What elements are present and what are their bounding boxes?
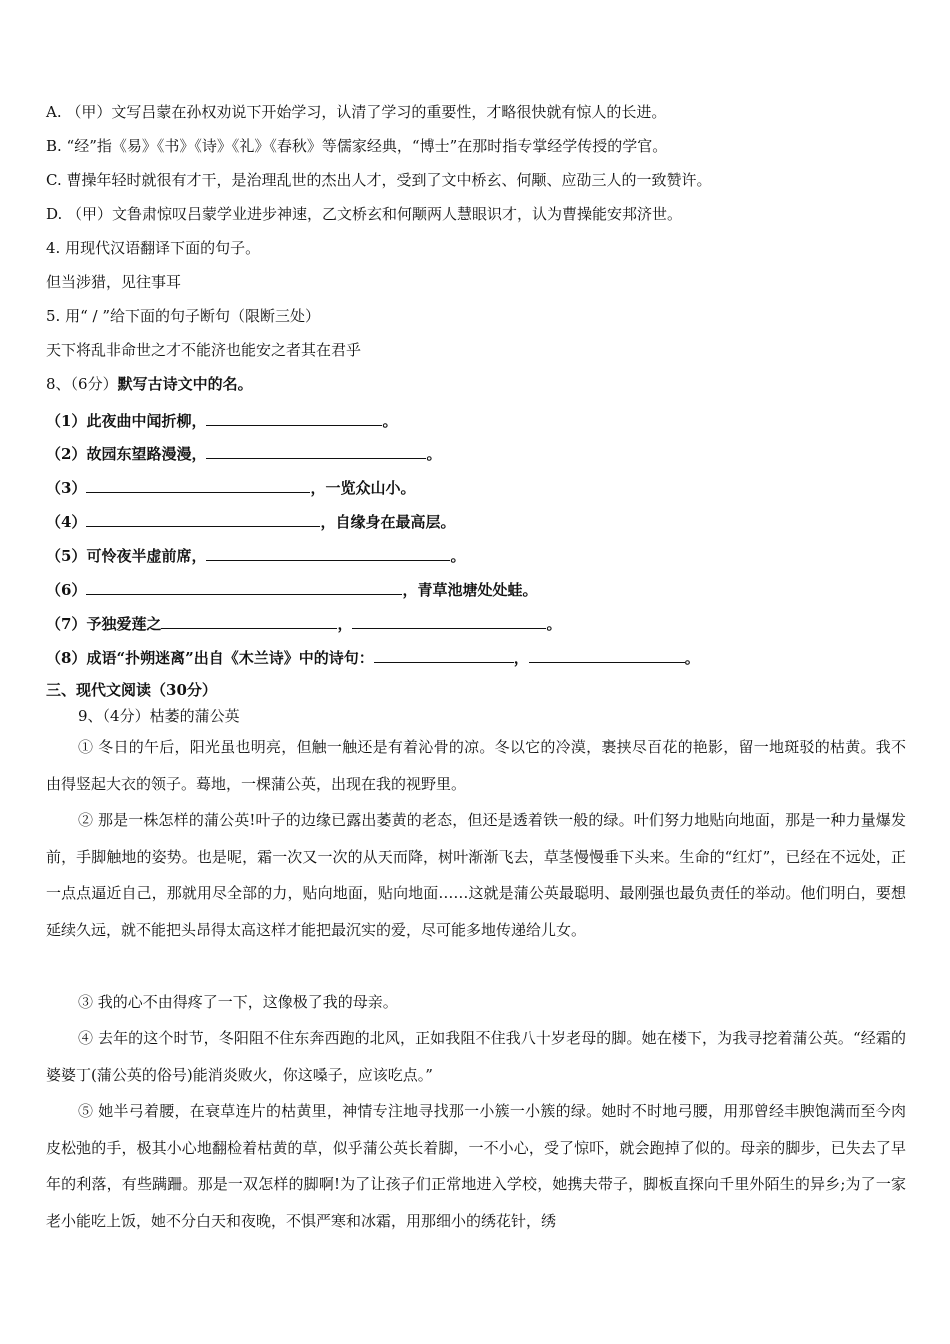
answer-blank[interactable]: [86, 510, 320, 527]
q4-prompt: 4. 用现代汉语翻译下面的句子。: [46, 239, 261, 257]
q8-item-num: （1）: [46, 412, 87, 430]
answer-blank[interactable]: [86, 476, 310, 493]
q8-item-text: 成语“扑朔迷离”出自《木兰诗》中的诗句：: [86, 649, 374, 667]
answer-blank[interactable]: [161, 612, 337, 629]
passage-paragraph-4: ④ 去年的这个时节，冬阳阻不住东奔西跑的北风，正如我阻不住我八十岁老母的脚。她在楼下，为我寻挖着蒲公英。“经霜的婆婆丁(蒲公英的俗号)能消炎败火，你这嗓子，应该吃点。”: [46, 1029, 906, 1084]
option-c: C. 曹操年轻时就很有才干，是治理乱世的杰出人才，受到了文中桥玄、何颙、应劭三人的一致赞许。: [46, 171, 712, 189]
q8-item-6: [46, 578, 537, 600]
q8-item-text: 予独爱莲之: [86, 615, 162, 633]
passage-paragraph-3: ③ 我的心不由得疼了一下，这像极了我的母亲。: [78, 993, 398, 1011]
q8-title-prefix: 8、（6分）: [46, 375, 118, 393]
q8-item-text: ，: [513, 649, 529, 667]
answer-blank[interactable]: [206, 442, 426, 459]
answer-blank[interactable]: [529, 646, 685, 663]
option-a: A. （甲）文写吕蒙在孙权劝说下开始学习，认清了学习的重要性，才略很快就有惊人的长进。: [46, 103, 667, 121]
q8-item-8: [46, 646, 700, 668]
answer-blank[interactable]: [206, 544, 450, 561]
q8-item-num: （6）: [46, 581, 87, 599]
section-3-heading: 三、现代文阅读（30分）: [46, 681, 217, 699]
q8-item-5: [46, 544, 465, 566]
q8-item-text: ，自缘身在最高层。: [320, 513, 456, 531]
answer-blank[interactable]: [374, 646, 514, 663]
q8-item-3: [46, 476, 415, 498]
answer-blank[interactable]: [206, 409, 382, 426]
q8-item-4: [46, 510, 455, 532]
q8-item-text: 。: [382, 412, 398, 430]
q4-sentence: 但当涉猎，见往事耳: [46, 273, 182, 291]
q8-title: [46, 374, 253, 394]
passage-paragraph-2: ② 那是一株怎样的蒲公英!叶子的边缘已露出萎黄的老态，但还是透着铁一般的绿。叶们努力地贴向地面，那是一种力量爆发前，手脚触地的姿势。也是呢，霜一次又一次的从天而降，树叶渐渐飞去，草茎慢慢垂下头来。生命的“红灯”，已经在不远处，正一点点逼近自己，那就用尽全部的力，贴向地面，贴向地面……这就是蒲公英最聪明、最刚强也最负责任的举动。他们明白，要想延续久远，就不能把头昂得太高这样才能把最沉实的爱，尽可能多地传递给儿女。: [46, 811, 906, 939]
q8-item-text: 。: [546, 615, 562, 633]
q8-item-num: （5）: [46, 547, 87, 565]
q9-title: 9、（4分）枯萎的蒲公英: [78, 707, 240, 725]
q5-sentence: 天下将乱非命世之才不能济也能安之者其在君乎: [46, 341, 362, 359]
q8-item-num: （3）: [46, 479, 87, 497]
q8-item-text: 可怜夜半虚前席，: [86, 547, 207, 565]
q8-item-text: 。: [426, 445, 442, 463]
option-d: D. （甲）文鲁肃惊叹吕蒙学业进步神速，乙文桥玄和何颙两人慧眼识才，认为曹操能安邦济世。: [46, 205, 683, 223]
q8-item-text: 故园东望路漫漫，: [86, 445, 207, 463]
answer-blank[interactable]: [352, 612, 546, 629]
q8-item-num: （2）: [46, 445, 87, 463]
option-b: B. “经”指《易》《书》《诗》《礼》《春秋》等儒家经典，“博士”在那时指专掌经学传授的学官。: [46, 137, 668, 155]
q8-item-7: [46, 612, 561, 634]
q8-title-bold: 默写古诗文中的名。: [117, 375, 253, 393]
answer-blank[interactable]: [86, 578, 402, 595]
passage-paragraph-1: ① 冬日的午后，阳光虽也明亮，但触一触还是有着沁骨的凉。冬以它的冷漠，裹挟尽百花的艳影，留一地斑驳的枯黄。我不由得竖起大衣的领子。蓦地，一棵蒲公英，出现在我的视野里。: [46, 738, 906, 793]
q8-item-num: （4）: [46, 513, 87, 531]
q8-item-text: ，: [337, 615, 353, 633]
q8-item-text: ，青草池塘处处蛙。: [402, 581, 538, 599]
q8-item-text: ，一览众山小。: [310, 479, 416, 497]
q8-item-num: （7）: [46, 615, 87, 633]
passage-paragraph-5: ⑤ 她半弓着腰，在衰草连片的枯黄里，神情专注地寻找那一小簇一小簇的绿。她时不时地弓腰，用那曾经丰腴饱满而至今肉皮松弛的手，极其小心地翻检着枯黄的草，似乎蒲公英长着脚，一不小心，受了惊吓，就会跑掉了似的。母亲的脚步，已失去了早年的利落，有些蹒跚。那是一双怎样的脚啊!为了让孩子们正常地进入学校，她携夫带子，脚板直探向千里外陌生的异乡;为了一家老小能吃上饭，她不分白天和夜晚，不惧严寒和冰霜，用那细小的绣花针，绣: [46, 1102, 906, 1230]
q8-item-2: [46, 442, 441, 464]
q8-item-num: （8）: [46, 649, 87, 667]
q8-item-text: 。: [450, 547, 466, 565]
q8-item-text: 。: [684, 649, 700, 667]
q5-prompt: 5. 用“ / ”给下面的句子断句（限断三处）: [46, 307, 321, 325]
q8-item-1: [46, 409, 397, 431]
q8-item-text: 此夜曲中闻折柳，: [86, 412, 207, 430]
